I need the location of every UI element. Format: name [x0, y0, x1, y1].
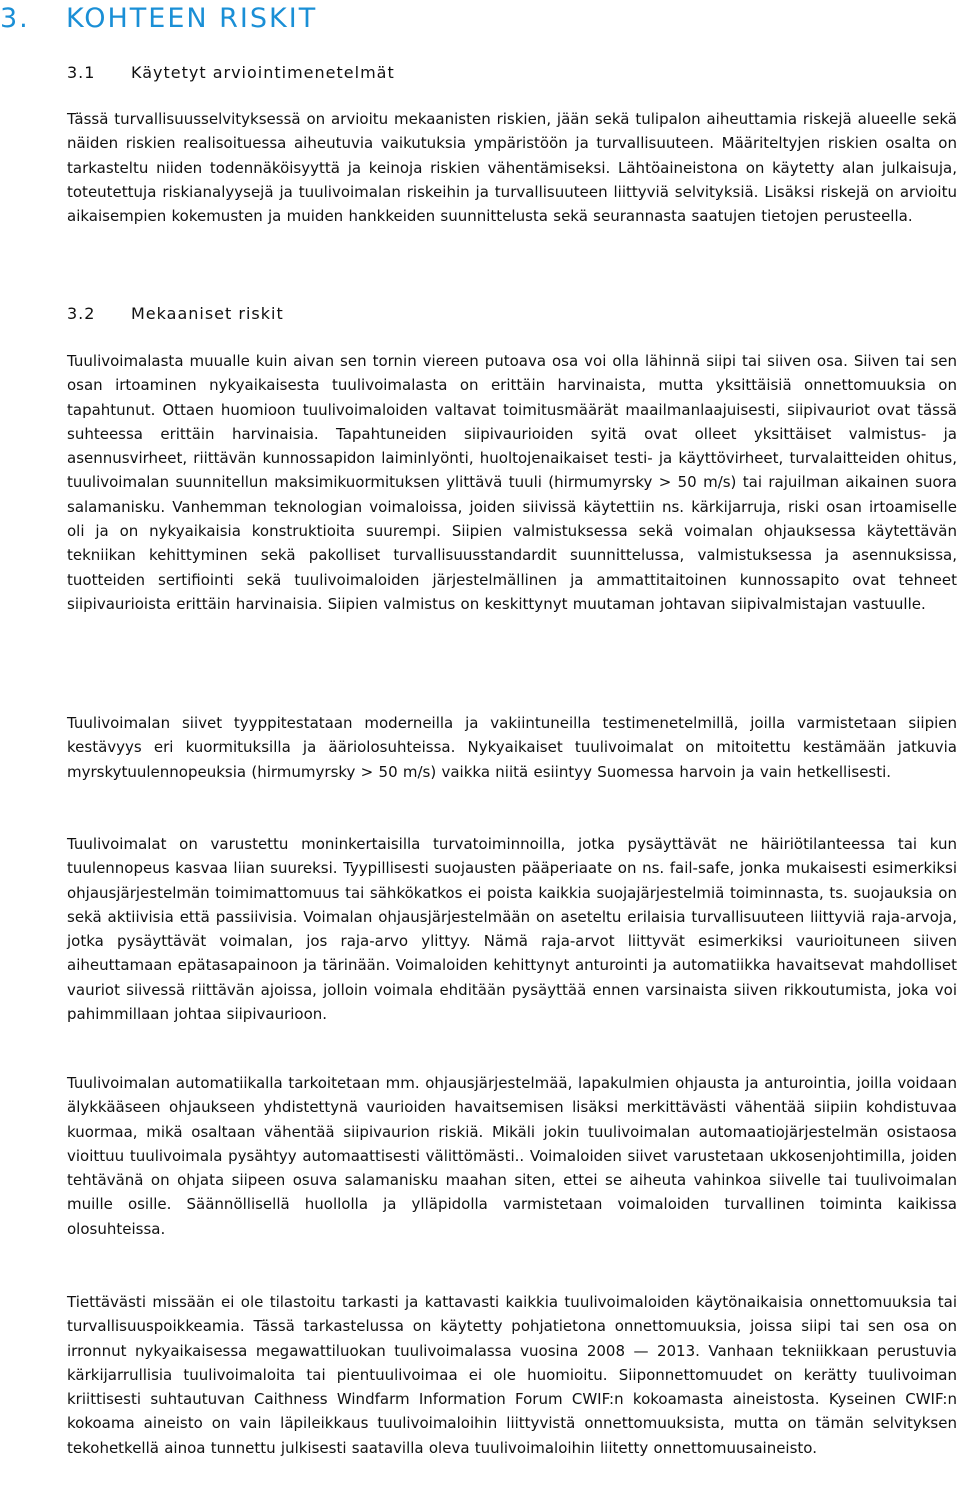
section-number: 3.1: [67, 63, 96, 82]
section-title: Mekaaniset riskit: [131, 304, 284, 323]
chapter-heading: [0, 2, 317, 36]
paragraph: Tiettävästi missään ei ole tilastoitu tarkasti ja kattavasti kaikkia tuulivoimaloiden käytönaikaisia onnettomuuksia tai turvallisuuspoikkeamia. Tässä tarkastelussa on käytetty pohjatietona onnettomuuksia, joissa siipi tai sen osa on irronnut nykyaikaisessa megawattiluokan tuulivoimalassa vuosina 2008 — 2013. Vanhaan tekniikkaan perustuvia kärkijarrullisia tuulivoimaloita tai pientuulivoimaa ei ole huomioitu. Siiponnettomuudet on kerätty tuulivoiman kriittisesti suhtautuvan Caithness Windfarm Information Forum CWIF:n kokoamasta aineistosta. Kyseinen CWIF:n kokoama aineisto on vain läpileikkaus tuulivoimaloihin liittyvistä onnettomuuksista, mutta on tämän selvityksen tekohetkellä ainoa tunnettu julkisesti saatavilla oleva tuulivoimaloihin liitetty onnettomuusaineisto.: [67, 1293, 957, 1457]
chapter-title: KOHTEEN RISKIT: [66, 3, 318, 34]
paragraph: Tuulivoimalan automatiikalla tarkoitetaan mm. ohjausjärjestelmää, lapakulmien ohjausta ja anturointia, joilla voidaan älykkääseen ohjaukseen yhdistettynä vaurioiden havaitsemisen lisäksi merkittävästi vähentää siipiin kohdistuvaa kuormaa, mikä osaltaan vähentää siipivaurion riskiä. Mikäli jokin tuulivoimalan automaatiojärjestelmän osistaosa vioittuu tuulivoimala pysähtyy automaattisesti välittömästi.. Voimaloiden siivet varustetaan ukkosenjohtimilla, joiden tehtävänä on ohjata siipeen osuva salamanisku maahan siten, ettei se aiheuta vahinkoa siivelle tai tuulivoimalan muille osille. Säännöllisellä huollolla ja ylläpidolla varmistetaan voimaloiden turvallinen toiminta kaikissa olosuhteissa.: [67, 1074, 957, 1238]
paragraph: Tuulivoimalan siivet tyyppitestataan moderneilla ja vakiintuneilla testimenetelmillä, joilla varmistetaan siipien kestävyys eri kuormituksilla ja ääriolosuhteissa. Nykyaikaiset tuulivoimalat on mitoitettu kestämään jatkuvia myrskytuulennopeuksia (hirmumyrsky > 50 m/s) vaikka niitä esiintyy Suomessa harvoin ja vain hetkellisesti.: [67, 714, 957, 781]
chapter-number: 3.: [0, 3, 30, 34]
section-number: 3.2: [67, 304, 96, 323]
section-heading-3-2: [67, 303, 284, 325]
paragraph: Tuulivoimalasta muualle kuin aivan sen tornin viereen putoava osa voi olla lähinnä siipi tai siiven osa. Siiven tai sen osan irtoaminen nykyaikaisesta tuulivoimalasta on erittäin harvinaista, mutta yksittäisiä onnettomuuksia on tapahtunut. Ottaen huomioon tuulivoimaloiden valtavat toimitusmäärät maailmanlaajuisesti, siipivauriot ovat tässä suhteessa erittäin harvinaisia. Tapahtuneiden siipivaurioiden syitä ovat olleet yksittäiset valmistus- ja asennusvirheet, riittävän kunnossapidon laiminlyönti, huoltojenaikaiset testi- ja käyttövirheet, turvalaitteiden ohitus, tuulivoimalan suunnitellun maksimikuormituksen ylittävä tuuli (hirmumyrsky > 50 m/s) tai rajuilman aikainen suora salamanisku. Vanhemman teknologian voimaloissa, joiden siivissä käytettiin ns. kärkijarruja, riski osan irtoamiselle oli ja on nykyaikaisia konstruktioita suurempi. Siipien valmistuksessa sekä voimalan ohjauksessa käytettävän tekniikan kehittyminen sekä pakolliset turvallisuusstandardit suunnittelussa, valmistuksessa ja asennuksissa, tuotteiden sertifiointi sekä tuulivoimaloiden järjestelmällinen ja ammattitaitoinen kunnossapito ovat tehneet siipivaurioista erittäin harvinaisia. Siipien valmistus on keskittynyt muutaman johtavan siipivalmistajan vastuulle.: [67, 352, 957, 613]
paragraph: Tuulivoimalat on varustettu moninkertaisilla turvatoiminnoilla, jotka pysäyttävät ne häiriötilanteessa tai kun tuulennopeus kasvaa liian suureksi. Tyypillisesti suojausten pääperiaate on ns. fail-safe, jonka mukaisesti esimerkiksi ohjausjärjestelmän toimimattomuus tai sähkökatkos ei poista kaikkia suojajärjestelmiä toiminnasta, ts. suojauksia on sekä aktiivisia että passiivisia. Voimalan ohjausjärjestelmään on aseteltu erilaisia turvallisuuteen liittyviä raja-arvoja, jotka pysäyttävät voimalan, jos raja-arvo ylittyy. Nämä raja-arvot liittyvät esimerkiksi vaurioituneen siiven aiheuttamaan epätasapainoon ja tärinään. Voimaloiden kehittynyt anturointi ja automatiikka havaitsevat mahdolliset vauriot siivessä riittävän ajoissa, jolloin voimala ehditään pysäyttää ennen varsinaista siiven rikkoutumista, joka voi pahimmillaan johtaa siipivaurioon.: [67, 835, 957, 1024]
paragraph: Tässä turvallisuusselvityksessä on arvioitu mekaanisten riskien, jään sekä tulipalon aiheuttamia riskejä alueelle sekä näiden riskien realisoituessa aiheutuvia vaikutuksia ympäristöön ja turvallisuuteen. Määriteltyjen riskien osalta on tarkasteltu niiden todennäköisyyttä ja keinoja riskien vähentämiseksi. Lähtöaineistona on käytetty alan julkaisuja, toteutettuja riskianalyysejä ja tuulivoimalan riskeihin ja turvallisuuteen liittyviä selvityksiä. Lisäksi riskejä on arvioitu aikaisempien kokemusten ja muiden hankkeiden suunnittelusta sekä seurannasta saatujen tietojen perusteella.: [67, 110, 957, 226]
section-title: Käytetyt arviointimenetelmät: [131, 63, 395, 82]
section-heading-3-1: [67, 62, 395, 84]
